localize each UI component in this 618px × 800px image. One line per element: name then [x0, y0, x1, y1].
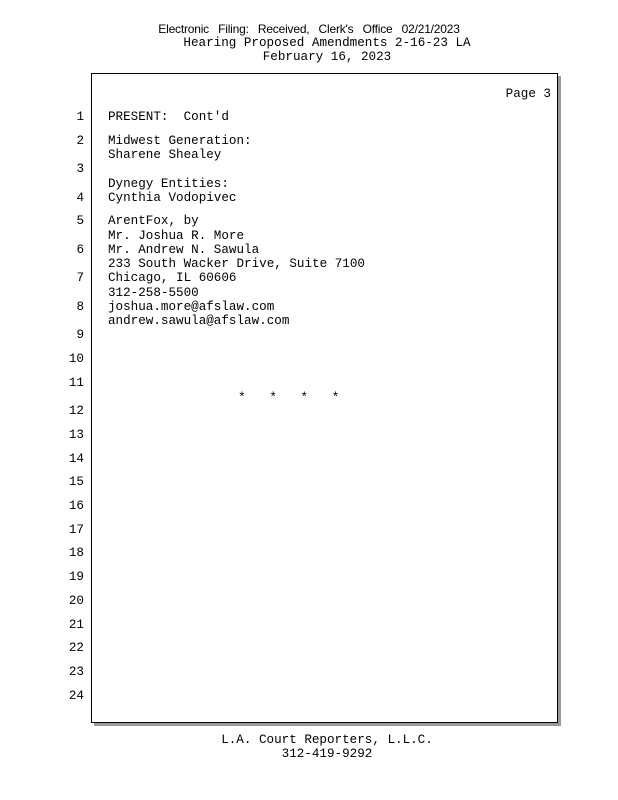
line-number: 13: [68, 428, 84, 442]
line-number: 14: [68, 452, 84, 466]
line-number: 10: [68, 352, 84, 366]
line-number: 12: [68, 404, 84, 418]
page-number: Page 3: [505, 87, 551, 101]
line-number: 6: [76, 243, 84, 257]
line-number: 18: [68, 546, 84, 560]
attorney-name: Mr. Andrew N. Sawula: [108, 243, 260, 257]
line-number: 21: [68, 618, 84, 632]
midwest-attendee: Sharene Shealey: [108, 148, 222, 162]
document-title: Hearing Proposed Amendments 2-16-23 LA: [183, 36, 471, 50]
firm-phone: 312-258-5500: [108, 286, 199, 300]
dynegy-attendee: Cynthia Vodopivec: [108, 191, 237, 205]
electronic-filing-stamp: Electronic Filing: Received, Clerk's Office 02/21/2023: [158, 22, 460, 36]
dynegy-entities-label: Dynegy Entities:: [108, 177, 229, 191]
attorney-email: joshua.more@afslaw.com: [108, 300, 275, 314]
city-address: Chicago, IL 60606: [108, 271, 237, 285]
line-number: 23: [68, 665, 84, 679]
line-number: 2: [76, 134, 84, 148]
attorney-email: andrew.sawula@afslaw.com: [108, 314, 290, 328]
reporter-phone: 312-419-9292: [281, 747, 373, 761]
line-number: 9: [76, 328, 84, 342]
street-address: 233 South Wacker Drive, Suite 7100: [108, 257, 365, 271]
attorney-name: Mr. Joshua R. More: [108, 229, 245, 243]
line-number: 17: [68, 523, 84, 537]
line-number: 15: [68, 475, 84, 489]
reporter-company: L.A. Court Reporters, L.L.C.: [221, 733, 433, 747]
line-number: 22: [68, 641, 84, 655]
line-number: 16: [68, 499, 84, 513]
line-number: 3: [76, 162, 84, 176]
midwest-generation-label: Midwest Generation:: [108, 134, 252, 148]
line-number: 8: [76, 300, 84, 314]
present-heading: PRESENT: Cont'd: [108, 110, 229, 124]
line-number: 24: [68, 689, 84, 703]
law-firm: ArentFox, by: [108, 214, 199, 228]
line-number: 4: [76, 191, 84, 205]
line-number: 1: [76, 110, 84, 124]
section-separator: * * * *: [238, 390, 340, 405]
line-number: 5: [76, 214, 84, 228]
line-number: 7: [76, 271, 84, 285]
line-number: 20: [68, 594, 84, 608]
line-number: 19: [68, 570, 84, 584]
document-date: February 16, 2023: [262, 50, 392, 64]
line-number: 11: [68, 376, 84, 390]
